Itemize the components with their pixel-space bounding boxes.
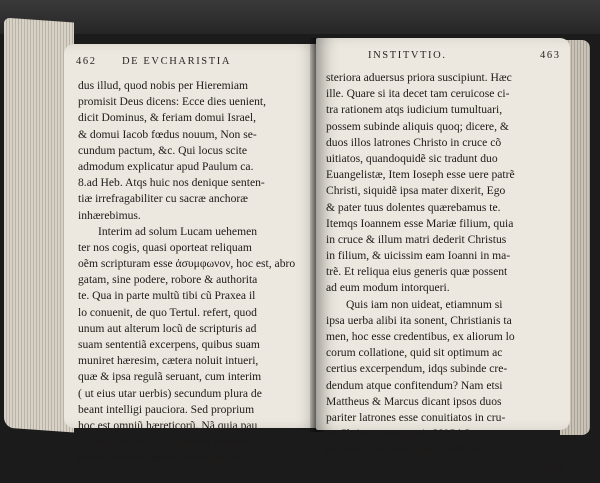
text-line: steriora aduersus priora suscipiunt. Hæc	[326, 71, 512, 84]
text-line: oẽm scripturam esse ἀσυμφωνον, hoc est, abro	[78, 257, 296, 271]
text-line: ter nos cogis, quasi oporteat reliquam	[78, 240, 252, 254]
text-line: & pater tuus dolentes quærebamus te.	[326, 200, 501, 214]
text-line: suam sententiã excerpens, quibus suam	[78, 338, 260, 351]
text-line: admodum explicatur apud Paulum ca.	[78, 159, 254, 173]
text-line: promisit Deus dicens: Ecce dies uenient,	[78, 95, 267, 109]
text-line: pariter latrones esse conuitiatos in cru-	[326, 410, 506, 424]
text-line: Quis iam non uideat, etiamnum si	[346, 297, 503, 311]
text-line: tra rationem atqs iudicium tumultuari,	[326, 103, 503, 117]
text-line: ( ut eius utar uerbis) secundum plura de	[78, 386, 262, 400]
right-page	[316, 38, 570, 473]
background-surface	[0, 0, 600, 34]
right-running-head: INSTITVTIO.	[368, 50, 447, 61]
text-line: Ecclesia	[525, 459, 564, 473]
text-line: gatam, sine podere, robore & authorita	[78, 273, 258, 287]
text-line: in cruce & illum matri dederit Christus	[326, 232, 507, 246]
text-line: Christi, siquidẽ ipsa mater dixerit, Ego	[326, 184, 506, 198]
text-line: trẽ. Et reliqua eius generis quæ possent	[326, 265, 508, 279]
text-line: tiæ irrefragabiliter cu sacræ anchoræ	[78, 192, 248, 206]
text-line: quæ & ipsa regulã seruant, cum interim	[78, 370, 262, 384]
text-line: corum collatione, quid sit optimum ac	[326, 346, 503, 360]
text-line: ad eum modum intorqueri.	[326, 281, 450, 295]
left-running-head: DE EVCHARISTIA	[122, 56, 232, 67]
left-page-text	[78, 78, 314, 483]
text-line: hoc est omniũ hæreticorũ. Nã quia pau	[78, 418, 258, 432]
text-line: te. Qua in parte multũ tibi cũ Praxea il	[78, 289, 256, 303]
text-line: Euangelistæ, Item Ioseph esse uere patrẽ	[326, 168, 515, 182]
right-page-number: 463	[540, 50, 561, 61]
text-line: Mattheus & Marcus dicant ipsos duos	[326, 394, 502, 408]
text-line: ille. Quare si ita decet tam ceruicose ci-	[326, 87, 510, 101]
text-line: dicit Dominus, & feriam domui Israel,	[78, 111, 257, 125]
text-line: lo conuenit, de quo Tertul. refert, quod	[78, 305, 257, 319]
text-line: men, hoc esse credentibus, ex aliorum lo	[326, 330, 515, 343]
text-line: pauca aduersus plura defendunt, & po	[78, 451, 254, 465]
text-line: Interim ad solum Lucam uehemen	[98, 224, 258, 238]
text-line: beant intelligi pauciora. Sed proprium	[78, 402, 255, 416]
text-line: inhærebimus.	[78, 208, 141, 222]
text-line: in filium, & uicissim eam Ioanni in ma-	[326, 249, 511, 263]
text-line: cundum pactum, &c. Qui locus scite	[78, 143, 248, 157]
text-line: 8.ad Heb. Atqs huic nos denique senten-	[78, 176, 265, 190]
text-line: ce Christo, tamen quia LVCAS	[326, 427, 471, 441]
text-line: certius excerpendum, idqs subinde cre-	[326, 362, 508, 376]
text-line: possem subinde aliquis quoq; dicere, &	[326, 119, 509, 133]
text-line: & domui Iacob fœdus nouum, Non se-	[78, 127, 257, 141]
right-page-text	[326, 70, 564, 475]
text-line: dus illud, quod nobis per Hieremiam	[78, 79, 249, 92]
text-line: steriora	[279, 467, 314, 481]
left-page-number: 462	[76, 56, 97, 67]
text-line: Itemqs Ioannem esse Mariæ filium, quia	[326, 216, 514, 230]
text-line: ipsa uerba alibi ita sonent, Christianis ta	[326, 313, 512, 327]
text-line: plenius explicat rei gestæ ordinem,	[326, 443, 488, 457]
text-line: uitiatos, quandoquidẽ sic tradunt duo	[326, 151, 498, 165]
left-page	[64, 44, 320, 481]
text-line: duos illos latrones Christo in cruce cõ	[326, 135, 502, 149]
text-line: dendum atque confitendum? Nam etsi	[326, 378, 503, 392]
text-line: ca sunt quæ in sylua inueniri possunt,	[78, 435, 253, 449]
text-line: muniret hæresim, cætera noluit intueri,	[78, 354, 259, 368]
text-line: unum aut alterum locũ de scripturis ad	[78, 321, 257, 335]
